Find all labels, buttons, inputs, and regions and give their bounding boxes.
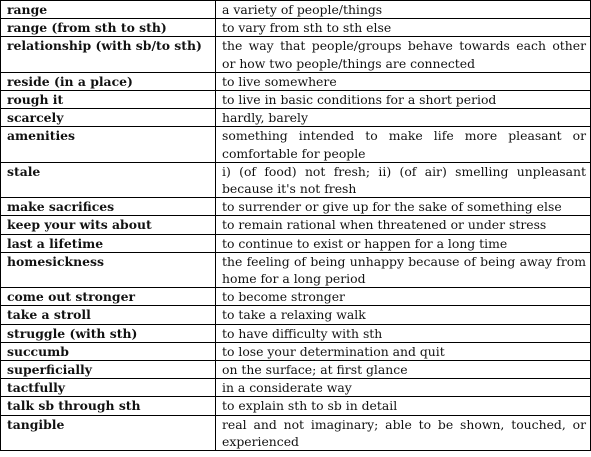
term-cell: come out stronger	[1, 288, 216, 306]
term-cell: rough it	[1, 91, 216, 109]
table-row	[1, 288, 591, 306]
table-row	[1, 361, 591, 379]
table-row	[1, 1, 591, 19]
definition-cell: in a considerate way	[216, 379, 591, 397]
definition-cell: to become stronger	[216, 288, 591, 306]
definition-cell: to lose your determination and quit	[216, 342, 591, 360]
term-cell: homesickness	[1, 252, 216, 287]
definition-cell: real and not imaginary; able to be shown, touched, or experienced	[216, 415, 591, 450]
definition-cell: hardly, barely	[216, 109, 591, 127]
definition-cell: the way that people/groups behave towards each other or how two people/things are connected	[216, 37, 591, 72]
definition-cell: on the surface; at first glance	[216, 361, 591, 379]
term-cell: keep your wits about	[1, 216, 216, 234]
table-row	[1, 252, 591, 287]
table-row	[1, 37, 591, 72]
table-row	[1, 198, 591, 216]
term-cell: range	[1, 1, 216, 19]
definition-cell: something intended to make life more pleasant or comfortable for people	[216, 127, 591, 162]
definition-cell: to explain sth to sb in detail	[216, 397, 591, 415]
term-cell: scarcely	[1, 109, 216, 127]
definition-cell: i) (of food) not fresh; ii) (of air) smelling unpleasant because it's not fresh	[216, 162, 591, 197]
definition-cell: to continue to exist or happen for a long time	[216, 234, 591, 252]
term-cell: relationship (with sb/to sth)	[1, 37, 216, 72]
term-cell: tactfully	[1, 379, 216, 397]
table-row	[1, 91, 591, 109]
term-cell: take a stroll	[1, 306, 216, 324]
term-cell: struggle (with sth)	[1, 324, 216, 342]
table-row	[1, 415, 591, 450]
term-cell: talk sb through sth	[1, 397, 216, 415]
table-row	[1, 234, 591, 252]
definition-cell: to surrender or give up for the sake of something else	[216, 198, 591, 216]
definition-cell: to vary from sth to sth else	[216, 19, 591, 37]
definition-cell: the feeling of being unhappy because of being away from home for a long period	[216, 252, 591, 287]
definition-cell: to have difficulty with sth	[216, 324, 591, 342]
term-cell: succumb	[1, 342, 216, 360]
term-cell: make sacrifices	[1, 198, 216, 216]
table-row	[1, 397, 591, 415]
table-row	[1, 127, 591, 162]
definition-cell: to remain rational when threatened or under stress	[216, 216, 591, 234]
definition-cell: to live somewhere	[216, 72, 591, 90]
table-row	[1, 162, 591, 197]
term-cell: amenities	[1, 127, 216, 162]
table-row	[1, 19, 591, 37]
term-cell: range (from sth to sth)	[1, 19, 216, 37]
table-row	[1, 72, 591, 90]
term-cell: reside (in a place)	[1, 72, 216, 90]
table-row	[1, 109, 591, 127]
table-row	[1, 324, 591, 342]
table-row	[1, 379, 591, 397]
term-cell: tangible	[1, 415, 216, 450]
term-cell: last a lifetime	[1, 234, 216, 252]
table-row	[1, 342, 591, 360]
table-row	[1, 216, 591, 234]
term-cell: stale	[1, 162, 216, 197]
definition-cell: to live in basic conditions for a short period	[216, 91, 591, 109]
term-cell: superficially	[1, 361, 216, 379]
definition-cell: a variety of people/things	[216, 1, 591, 19]
definition-cell: to take a relaxing walk	[216, 306, 591, 324]
table-row	[1, 306, 591, 324]
